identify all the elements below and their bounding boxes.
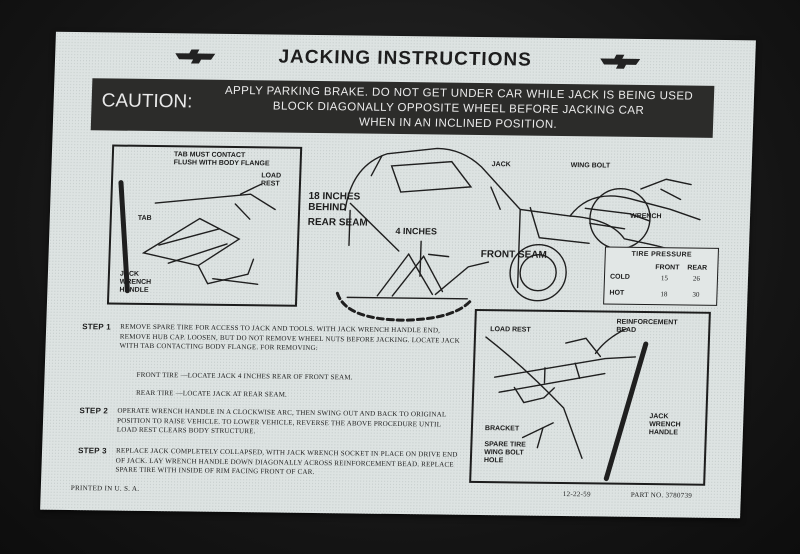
rear-seam-label: REAR SEAM <box>307 216 368 229</box>
inches-behind-label <box>308 191 360 214</box>
step-text: REMOVE SPARE TIRE FOR ACCESS TO JACK AND TOOLS. WITH JACK WRENCH HANDLE END, REMOVE HUB CAP. LOOSEN, BUT DO NOT REMOVE WHEEL NUTS BEFORE JACKING. LOCATE JACK WITH TAB CONTACTING BODY FLANGE. FOR REMOVING: <box>119 322 461 353</box>
caution-line: BLOCK DIAGONALLY OPPOSITE WHEEL BEFORE JACKING CAR <box>272 100 645 117</box>
wing-bolt-label: WING BOLT <box>570 162 611 170</box>
tire-pressure-title: TIRE PRESSURE <box>631 250 693 259</box>
jacking-instructions-card <box>40 32 756 518</box>
step-number: STEP 2 <box>79 406 109 416</box>
rear-tire-note: REAR TIRE —LOCATE JACK AT REAR SEAM. <box>135 388 288 399</box>
label-line: WRENCH <box>119 278 152 286</box>
caution-label: CAUTION: <box>101 90 193 113</box>
column-header-rear: REAR <box>687 264 708 272</box>
label-line: TAB MUST CONTACT <box>173 151 246 160</box>
hot-rear-value: 30 <box>692 290 700 299</box>
tire-pressure-table <box>603 247 719 306</box>
label-line: WRENCH <box>649 421 681 429</box>
wrench-label: WRENCH <box>629 212 662 221</box>
caution-line: APPLY PARKING BRAKE. DO NOT GET UNDER CAR WHILE JACK IS BEING USED <box>224 84 694 103</box>
jack-wrench-handle-label <box>119 271 151 295</box>
page-title: JACKING INSTRUCTIONS <box>278 46 533 71</box>
tab-label: TAB <box>137 214 152 222</box>
step-number: STEP 3 <box>77 446 107 456</box>
label-line: JACK <box>649 413 669 421</box>
label-line: JACK <box>119 270 140 278</box>
jack-label: JACK <box>491 161 511 169</box>
jack-wrench-handle-label <box>649 413 681 437</box>
caution-line: WHEN IN AN INCLINED POSITION. <box>358 116 558 131</box>
bracket-label: BRACKET <box>484 425 520 433</box>
label-line: HANDLE <box>648 429 679 437</box>
label-line: WING BOLT <box>484 449 524 457</box>
step-text: REPLACE JACK COMPLETELY COLLAPSED, WITH JACK WRENCH SOCKET IN PLACE ON DRIVE END OF JACK. LAY WRENCH HANDLE DOWN DIAGONALLY ACROSS REINFORCEMENT BEAD. REPLACE SPARE TIRE WITH INSIDE OF RIM FACING FRONT OF CAR. <box>115 446 458 476</box>
step-number: STEP 1 <box>82 322 111 332</box>
label-line: REST <box>260 180 280 188</box>
reinforcement-bead-label <box>616 319 678 336</box>
load-rest-label: LOAD REST <box>490 326 531 334</box>
spare-tire-wing-bolt-label <box>484 441 526 465</box>
cold-rear-value: 26 <box>692 274 701 283</box>
label-line: SPARE TIRE <box>484 441 527 449</box>
column-header-front: FRONT <box>655 264 680 272</box>
printed-in-usa: PRINTED IN U. S. A. <box>70 484 140 493</box>
hot-front-value: 18 <box>660 290 668 299</box>
print-date: 12-22-59 <box>562 490 591 499</box>
row-label-cold: COLD <box>609 273 630 281</box>
tab-must-contact-label <box>173 151 269 168</box>
front-tire-note: FRONT TIRE —LOCATE JACK 4 INCHES REAR OF FRONT SEAM. <box>136 370 353 382</box>
step-text: OPERATE WRENCH HANDLE IN A CLOCKWISE ARC, THEN SWING OUT AND BACK TO ORIGINAL POSITION TO RAISE VEHICLE. TO LOWER VEHICLE, REVERSE THE ABOVE PROCEDURE UNTIL LOAD REST CLEARS BODY STRUCTURE. <box>116 406 447 436</box>
label-line: LOAD <box>261 172 282 180</box>
front-seam-label: FRONT SEAM <box>480 249 547 261</box>
label-line: HOLE <box>483 457 504 465</box>
row-label-hot: HOT <box>609 289 625 297</box>
cold-front-value: 15 <box>660 274 669 283</box>
label-line: FLUSH WITH BODY FLANGE <box>173 159 270 168</box>
label-line: HANDLE <box>119 286 149 294</box>
load-rest-label <box>261 172 281 188</box>
label-line: REINFORCEMENT <box>616 318 678 327</box>
part-number: PART NO. 3780739 <box>630 490 693 500</box>
label-line: 18 INCHES <box>308 190 361 203</box>
four-inches-label: 4 INCHES <box>395 225 438 237</box>
label-line: BEAD <box>616 326 637 334</box>
label-line: BEHIND <box>308 201 347 214</box>
